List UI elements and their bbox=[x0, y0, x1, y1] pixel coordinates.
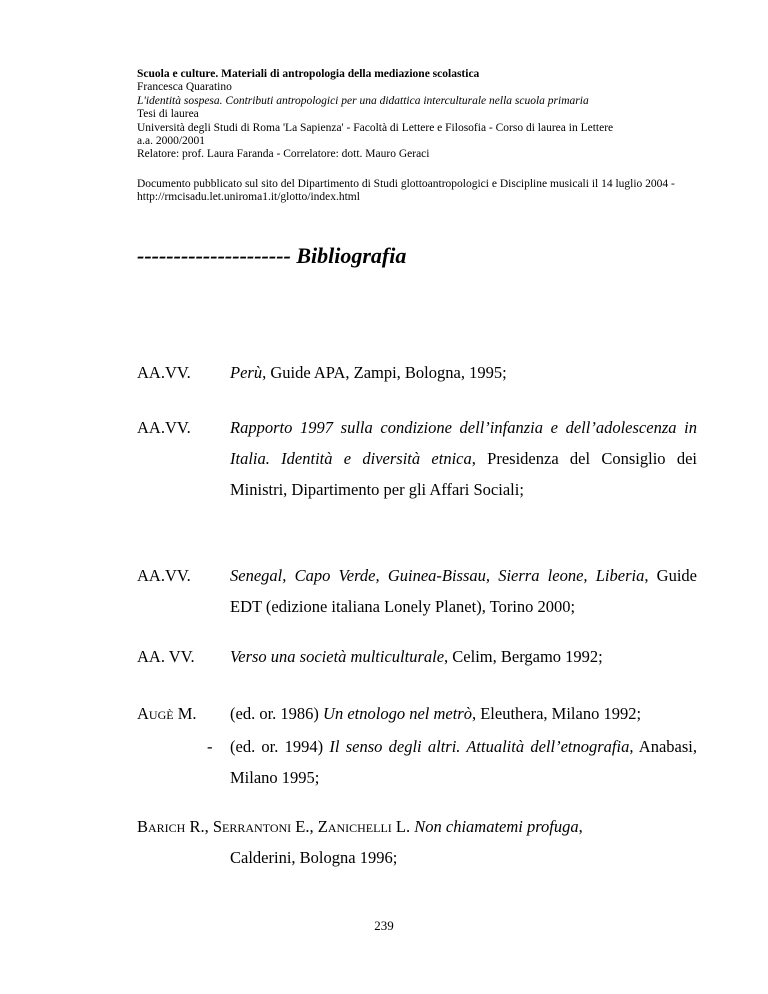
entry-author: AA.VV. bbox=[137, 363, 191, 382]
bibliography-entry bbox=[137, 357, 697, 388]
publication-note bbox=[137, 178, 762, 205]
bibliography-entry bbox=[137, 731, 697, 793]
entry-details: , Eleuthera, Milano 1992; bbox=[471, 704, 642, 723]
section-heading: --------------------- Bibliografia bbox=[137, 243, 407, 268]
entry-title: Perù bbox=[230, 363, 263, 382]
academic-year: a.a. 2000/2001 bbox=[137, 135, 206, 148]
bibliography-entry bbox=[137, 641, 697, 672]
entry-author: AA. VV. bbox=[137, 647, 195, 666]
entry-title: Verso una società multiculturale bbox=[230, 647, 445, 666]
bibliography-entry bbox=[137, 698, 697, 729]
entry-details: , Guide APA, Zampi, Bologna, 1995; bbox=[262, 363, 507, 382]
entry-title: Il senso degli altri. Attualità dell’etnografia, bbox=[329, 737, 634, 756]
entry-title: Senegal, Capo Verde, Guinea-Bissau, Sierra leone, Liberia bbox=[230, 566, 645, 585]
entry-title: Rapporto 1997 sulla condizione dell’infanzia e dell’adolescenza in Italia. Identità e diversità etnica bbox=[230, 418, 697, 468]
publication-line: Documento pubblicato sul sito del Dipartimento di Studi glottoantropologici e Discipline musicali il 14 luglio 2004 - bbox=[137, 178, 675, 190]
entry-original-edition: (ed. or. 1994) bbox=[230, 737, 330, 756]
publication-url: http://rmcisadu.let.uniroma1.it/glotto/index.html bbox=[137, 191, 360, 204]
entry-details: , Guide EDT (edizione italiana Lonely Planet), Torino 2000; bbox=[230, 566, 697, 616]
thesis-author: Francesca Quaratino bbox=[137, 81, 232, 94]
entry-title: Un etnologo nel metrò bbox=[323, 704, 472, 723]
series-title: Scuola e culture. Materiali di antropologia della mediazione scolastica bbox=[137, 68, 480, 80]
entry-author: AA.VV. bbox=[137, 566, 191, 585]
entry-details: Calderini, Bologna 1996; bbox=[230, 848, 398, 867]
entry-author: Barich R., bbox=[137, 817, 213, 836]
entry-author-dash: - bbox=[207, 737, 213, 756]
bibliography-entry bbox=[137, 811, 697, 873]
entry-author: Zanichelli L. bbox=[317, 817, 415, 836]
bibliography-entry bbox=[137, 560, 697, 622]
entry-details: , Celim, Bergamo 1992; bbox=[444, 647, 603, 666]
supervisors-line: Relatore: prof. Laura Faranda - Correlatore: dott. Mauro Geraci bbox=[137, 148, 430, 161]
entry-title: Non chiamatemi profuga bbox=[414, 817, 579, 836]
entry-original-edition: (ed. or. 1986) bbox=[230, 704, 324, 723]
document-header bbox=[137, 68, 757, 162]
entry-details: , Presidenza del Consiglio dei Ministri, Dipartimento per gli Affari Sociali; bbox=[230, 449, 698, 499]
entry-details: Anabasi, Milano 1995; bbox=[230, 737, 697, 787]
thesis-label: Tesi di laurea bbox=[137, 108, 199, 121]
entry-author: Augè M. bbox=[137, 704, 197, 723]
entry-punctuation: , bbox=[578, 817, 583, 836]
page-number: 239 bbox=[374, 918, 394, 933]
entry-author: AA.VV. bbox=[137, 418, 191, 437]
bibliography-entry bbox=[137, 412, 697, 505]
university-line: Università degli Studi di Roma 'La Sapienza' - Facoltà di Lettere e Filosofia - Corso di laurea in Lettere bbox=[137, 121, 614, 134]
entry-author: Serrantoni E., bbox=[212, 817, 318, 836]
thesis-title: L'identità sospesa. Contributi antropologici per una didattica interculturale nella scuola primaria bbox=[137, 94, 589, 107]
